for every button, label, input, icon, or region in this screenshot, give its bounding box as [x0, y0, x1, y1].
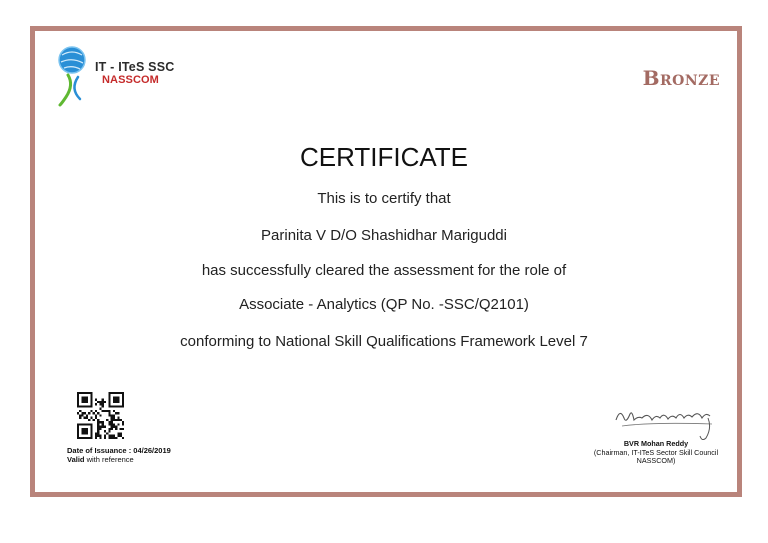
- valid-label: Valid: [67, 455, 85, 464]
- signature-icon: [612, 398, 724, 440]
- valid-note: [67, 455, 171, 464]
- signer-title: (Chairman, IT-ITeS Sector Skill Council: [593, 447, 719, 457]
- recipient-name: Parinita V D/O Shashidhar Mariguddi: [261, 227, 507, 244]
- issuance-date: Date of Issuance : 04/26/2019: [67, 446, 171, 455]
- valid-rest: with reference: [84, 455, 134, 464]
- signer-block: [586, 440, 726, 466]
- level-badge: Bronze: [642, 66, 720, 90]
- issuance-block: [67, 446, 171, 464]
- logo-text-nasscom: NASSCOM: [102, 74, 159, 86]
- assessment-line: has successfully cleared the assessment for the role of: [201, 262, 567, 279]
- signer-name: BVR Mohan Reddy: [623, 439, 689, 448]
- signer-org: NASSCOM): [636, 456, 676, 466]
- framework-line: conforming to National Skill Qualifications Framework Level 7: [180, 333, 588, 350]
- certificate-title: CERTIFICATE: [299, 142, 469, 172]
- qr-code-icon: [77, 392, 124, 439]
- certify-line: This is to certify that: [317, 190, 451, 207]
- role-line: Associate - Analytics (QP No. -SSC/Q2101): [239, 296, 529, 313]
- logo-text-itites: IT - ITeS SSC: [95, 60, 175, 74]
